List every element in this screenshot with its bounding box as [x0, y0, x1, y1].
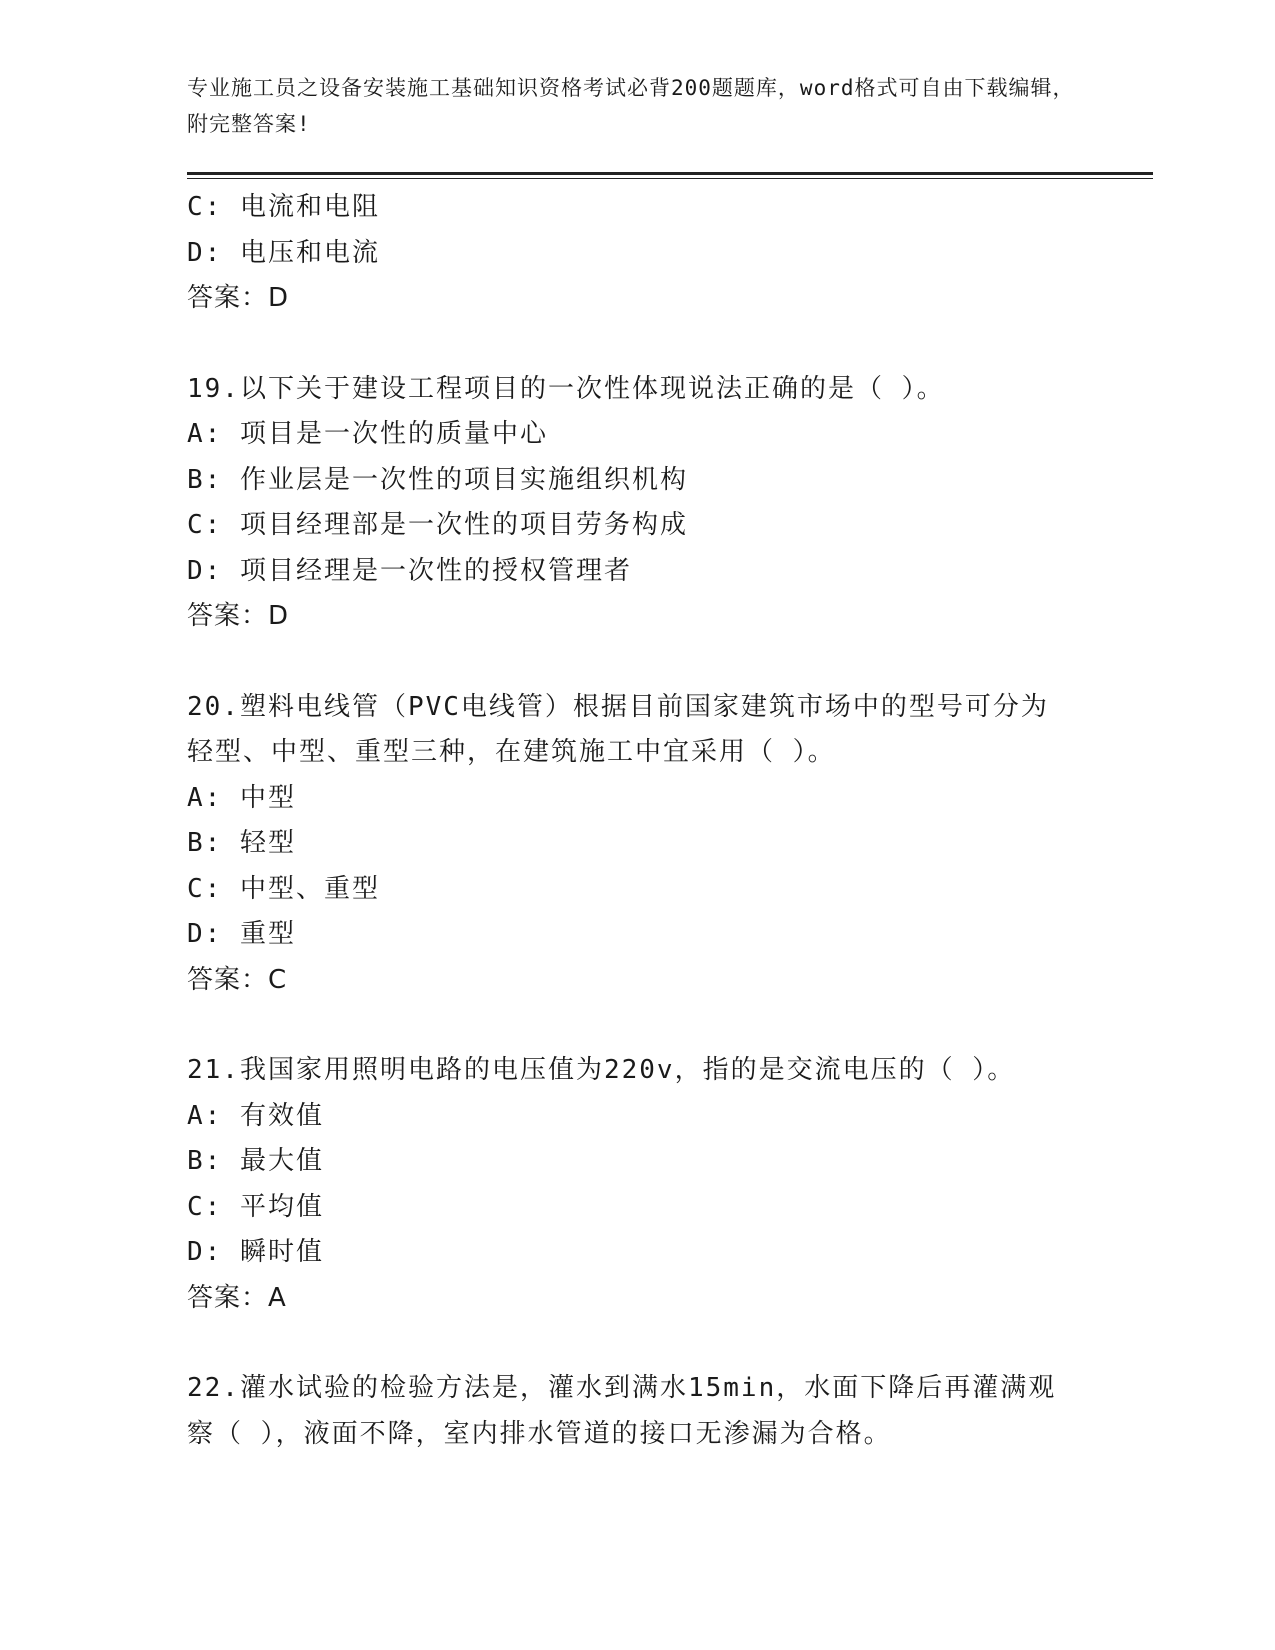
option-a: A: 项目是一次性的质量中心 [187, 419, 548, 449]
question-20 [187, 685, 1153, 1004]
question-text: 21.我国家用照明电路的电压值为220v，指的是交流电压的（ ）。 [187, 1055, 1016, 1085]
page-header [187, 70, 1087, 142]
option-a: A: 有效值 [187, 1100, 324, 1131]
answer-line: 答案：A [187, 1282, 287, 1313]
option-b: B: 轻型 [187, 828, 296, 858]
answer-line: 答案：C [187, 964, 288, 995]
question-22 [187, 1366, 1153, 1457]
option-d: D: 电压和电流 [187, 237, 380, 268]
document-page [187, 70, 1153, 1457]
option-b: B: 作业层是一次性的项目实施组织机构 [187, 464, 688, 495]
question-content [187, 185, 1153, 1457]
option-c: C: 项目经理部是一次性的项目劳务构成 [187, 510, 688, 540]
option-c: C: 平均值 [187, 1191, 324, 1222]
question-text: 20.塑料电线管（PVC电线管）根据目前国家建筑市场中的型号可分为轻型、中型、重型三种，在建筑施工中宜采用（ ）。 [187, 691, 1049, 767]
answer-line: 答案：D [187, 283, 290, 313]
answer-line: 答案：D [187, 601, 290, 631]
option-d: D: 瞬时值 [187, 1237, 324, 1267]
question-text: 22.灌水试验的检验方法是，灌水到满水15min，水面下降后再灌满观察（ ），液面不降，室内排水管道的接口无渗漏为合格。 [187, 1373, 1057, 1449]
question-21 [187, 1048, 1153, 1321]
option-c: C: 中型、重型 [187, 873, 380, 904]
header-divider [187, 172, 1153, 179]
question-text: 19.以下关于建设工程项目的一次性体现说法正确的是（ ）。 [187, 373, 945, 404]
question-19 [187, 367, 1153, 640]
option-d: D: 项目经理是一次性的授权管理者 [187, 555, 632, 586]
prev-question-tail [187, 185, 1153, 322]
header-title: 专业施工员之设备安装施工基础知识资格考试必背200题题库，word格式可自由下载编辑，附完整答案! [187, 76, 1075, 136]
option-c: C: 电流和电阻 [187, 192, 380, 222]
option-d: D: 重型 [187, 919, 296, 949]
option-a: A: 中型 [187, 782, 296, 813]
option-b: B: 最大值 [187, 1146, 324, 1176]
